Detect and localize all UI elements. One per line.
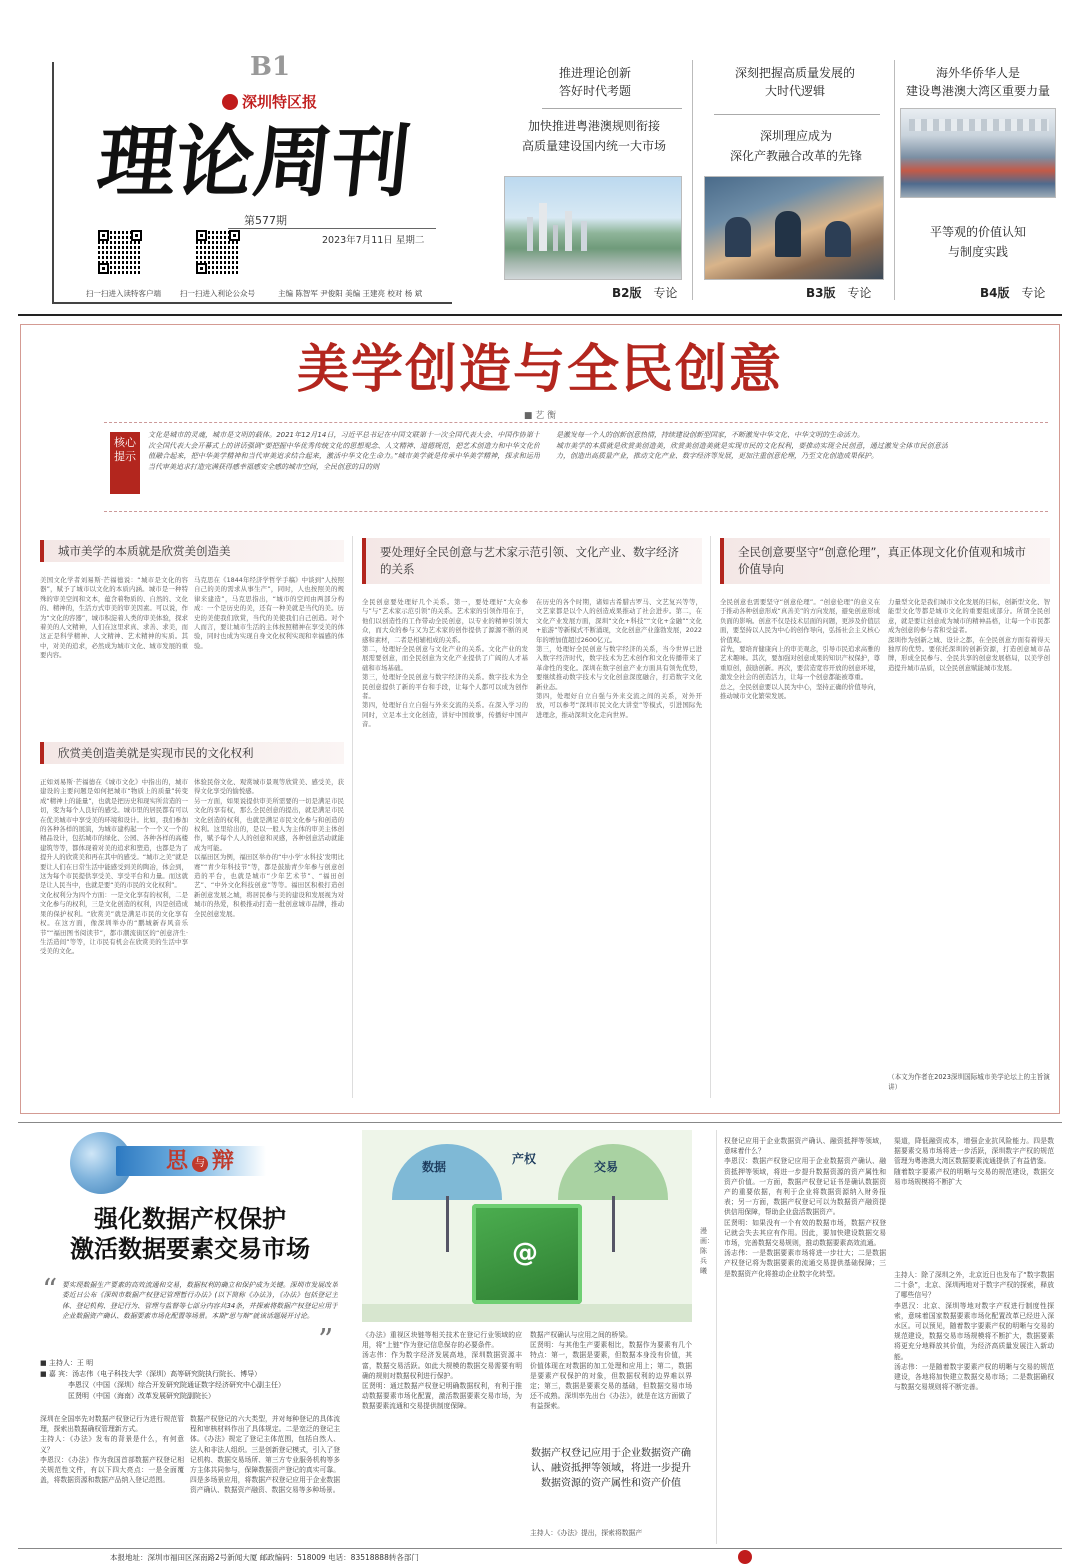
col1-text-2: 正如刘易斯·芒福德在《城市文化》中指出的，城市建设的主要问题是如何把城市“物质上的质量”转变成“精神上的能量”，也就是把历史和现实所营造的一切，变为每个人良好的感受。城市里的居民都有可以在优美城市中享受美的环境和设计。比如，我们参加的各种各样的展演，为城市建构起一个一个又一个的精品设计，包括城市的绿化、公园、各种各样的高楼建筑等等，都体现着对美的追求和塑造，也都是为了提升人的欣赏美和再在其中的感受。“城市之美”就是要让人们在日常生活中能感受到美的陶冶，体会到，这为每个市民提供享受美、享受平台和力量。而这就是让人民当中，也就是要“美的市民的文化权利”。 文化权利分为四个方面：一是文化享有的权利，二是文化参与的权利，三是文化创造的权利，四是创造成果的保护权利。“欣赏美”就是满足市民的文化享有权。在这方面，像深圳举办的“鹏城新春风音乐节”“福田图书阅读节”，都市潮流街区的“创意济生·生活造间”等等，让市民有机会在欣赏美的生活中享受美的文化。 xyxy=(40,778,188,956)
dialogue-guest-1: 汤志伟（电子科技大学（深圳）高等研究院执行院长、博导） xyxy=(72,1370,262,1378)
teaser-b3-title-line-1: 深刻把握高质量发展的 xyxy=(734,66,855,80)
col2-text: 体验民俗文化、观赏城市景观等欣赏美、感受美，获得文化享受的愉悦感。 另一方面，如果说提供审美所需要的一切是满足市民文化的享有权，那么全民创意的提出，就是满足市民文化创造的权利，也就是满足市民文化参与和创造的权利。这里给出的，是以一般人为主体的审美主体创作，赋予每个人人的创意和灵感，各种创意活动就能成为可能。 以福田区为例，福田区举办的“中小学‘水科技’发明比赛”“青少年科技节”等，都是鼓励青少年参与创意创造的平台，也就是城市“少年艺术节”、“福田创艺”、“中外文化科技创意”等等。福田区积极打造创新创意发展之城，将居民参与美的建设和发展视为对城市的热爱，积极推动打造一批创意城市品牌，推动全民创意发展。 xyxy=(194,778,344,918)
dialogue-headline-line-2: 激活数据要素交易市场 xyxy=(70,1235,310,1263)
col3-text: 全民创意要处理好几个关系。第一，要处理好“大众参与”与“艺术家示范引领”的关系。艺术家的引领作用在于，他们以创造性的工作带动全民创意，以专业的精神引领大众，而大众的参与又为艺术家的创作提供了源源不断的灵感和素材，二者是相辅相成的关系。 第二，处理好全民创意与文化产业的关系。文化产业的发展需要创意，而全民创意为文化产业提供了广阔的人才基础和市场基础。 第三，处理好全民创意与数字经济的关系。数字技术为全民创意提供了新的平台和手段，让每个人都可以成为创作者。 第四，处理好自立自强与外来交流的关系。在深入学习的同时，立足本土文化创造，讲好中国故事，传播好中国声音。 xyxy=(362,598,528,729)
teaser-b3-subtitle-line-1: 深圳理应成为 xyxy=(759,129,832,143)
teaser-b2-subtitle-line-2: 高质量建设国内统一大市场 xyxy=(521,139,666,153)
photo-city-skyline xyxy=(504,176,682,280)
issue-date: 2023年7月11日 星期二 xyxy=(322,235,425,246)
teaser-b2-title-line-1: 推进理论创新 xyxy=(558,66,631,80)
cartoon-umbrella-left xyxy=(392,1144,502,1200)
dialogue-text-e: 权登记应用于企业数据资产确认、融资抵押等领域，意味着什么？ 李恩汉：数据产权登记应用于企业数据资产确认、融资抵押等领域，将进一步提升数据资源的资产属性和资产价值。一方面，数据产权登记证书是确认数据资产的重要依据，有利于企业将数据资源纳入财务报表；另一方面，数据产权登记可以为数据资产融资提供信用保障，帮助企业盘活数据资产。 匡贤明：如果没有一个有效的数据市场，数据产权登记就会失去其应有作用。因此，要加快建设数据交易市场，完善数据交易规则，推动数据要素高效流通。 汤志伟：一是数据要素市场将进一步壮大；二是数据产权登记将为数据要素的流通交易提供基础保障；三是数据资产化将推动企业数字化转型。 xyxy=(724,1137,886,1278)
dialogue-badge-ribbon xyxy=(116,1146,266,1176)
dialogue-intro: 要实现数据生产要素的高效流通和交易，数据权利的确立和保护成为关键。深圳市发展改革委近日公布《深圳市数据产权登记管理暂行办法》(以下简称《办法》)，《办法》包括登记主体、登记机构、登记行为、管理与监督等七部分内容共34条，并探索将数据产权登记应用于企业数据资产确认、数据要素市场化配置等场景。本期“思与辩”就该话题展开讨论。 xyxy=(62,1281,338,1320)
teaser-b2-title xyxy=(540,64,650,100)
section-heading-3-text: 要处理好全民创意与艺术家示范引领、文化产业、数字经济的关系 xyxy=(380,545,679,576)
weekly-title: 理论周刊 xyxy=(93,117,415,208)
teaser-b4-page xyxy=(980,284,1045,301)
masthead-rule xyxy=(18,314,1062,316)
summary-label xyxy=(110,432,140,494)
dialogue-text-f: 渠道，降低融资成本，增强企业抗风险能力。四是数据要素交易市场将进一步活跃，深圳数字产权的规范管理为粤港澳大湾区数据要素流通提供了有益借鉴。 随着数字要素产权的明晰与交易的规范建设，数据交易市场规模将不断扩大 xyxy=(894,1137,1054,1186)
dialogue-text-d-tail: 主持人：《办法》提出，探索将数据产 xyxy=(530,1529,643,1537)
teaser-b2-tag: 专论 xyxy=(653,286,678,300)
qr-label-app: 扫一扫进入读特客户端 xyxy=(86,289,161,298)
qr-code-app[interactable] xyxy=(98,230,142,274)
cartoon-at-icon: @ xyxy=(512,1238,538,1268)
cartoon-sign-1: 数据 xyxy=(422,1160,447,1174)
section-heading-2-text: 欣赏美创造美就是实现市民的文化权利 xyxy=(58,746,254,760)
intro-quote-open-icon: “ xyxy=(42,1273,58,1308)
feature-author: ■ 艺 衡 xyxy=(523,411,557,421)
dialogue-badge-char-2: 辩 xyxy=(212,1148,235,1174)
dialogue-participants xyxy=(40,1358,340,1402)
teaser-b4-subtitle-line-1: 平等观的价值认知 xyxy=(929,225,1026,239)
newspaper-logo xyxy=(222,92,334,114)
teaser-b3-subtitle-line-2: 深化产教融合改革的先锋 xyxy=(729,149,862,163)
dialogue-headline-line-1: 强化数据产权保护 xyxy=(94,1205,286,1233)
dialogue-guest-3: 匡贤明（中国（海南）改革发展研究院副院长） xyxy=(68,1392,215,1400)
page-code: B1 xyxy=(250,52,291,82)
editor-credits: 主编 陈智军 尹俊阳 美编 王建亮 校对 杨 斌 xyxy=(278,289,423,298)
teaser-b4-subtitle xyxy=(896,222,1060,262)
col6-note: （本文为作者在2023深圳国际城市美学论坛上的主旨演讲） xyxy=(888,1073,1050,1091)
issue-number: 第577期 xyxy=(244,214,287,227)
section-heading-4-text: 全民创意要坚守“创意伦理”，真正体现文化价值观和城市价值导向 xyxy=(738,545,1026,576)
dialogue-guest-2: 李恩汉（中国（深圳）综合开发研究院通证数字经济研究中心副主任） xyxy=(68,1381,285,1389)
teaser-b3-tag: 专论 xyxy=(847,286,872,300)
teaser-b3-subtitle xyxy=(706,126,886,166)
dialogue-badge-char-mid: 与 xyxy=(192,1156,208,1172)
col5-text: 全民创意也需要坚守“创意伦理”。“创意伦理”的意义在于推动各种创意形成“真善美”的方向发展，避免创意形成负面的影响。创意不仅是技术层面的问题，更涉及价值层面，要坚持以人民为中心的创作导向，弘扬社会主义核心价值观。 首先，要培育健康向上的审美观念，引导市民追求高雅的艺术趣味。其次，要加强对创意成果的知识产权保护，尊重原创，鼓励创新。再次，要营造宽容开放的创意环境，激发全社会的创造活力，让每一个创意都能被尊重。 总之，全民创意要以人民为中心，坚持正确的价值导向，推动城市文化繁荣发展。 xyxy=(720,598,880,701)
dialogue-badge-char-1: 思 xyxy=(166,1148,189,1174)
qr-label-wechat: 扫一扫进入利论公众号 xyxy=(180,289,255,298)
summary-right: 是激发每一个人的创新创意热情，持续建设创新型国家，不断激发中华文化、中华文明的生命活力。 城市美学的本质就是欣赏美创造美，欣赏美创造美就是实现市民的文化权利，要推动实现全民创意，通过激发全体市民创意活力，创造出高质量产业，推动文化产业、数字经济等发展，更加注重创意伦理，乃至文化创造成果保护。 xyxy=(556,431,948,460)
col1-text-b: 马克思在《1844年经济学哲学手稿》中谈到“人按照自己的美的需求从事生产”，同时，人也按照美的规律来建造”，马克思指出，“城市的空间由两部分构成：一个是历史的美，还有一种美就是当代的美。历史的美使我们欣赏，当代的美使我们自己创造。对个人而言，要让城市生活的主体按照精神在享受美的体验，同时也成为实现自身文化权利实现和幸福感的体验。 xyxy=(194,576,344,650)
teaser-b4-page-no: B4版 xyxy=(980,286,1010,300)
newspaper-logo-icon xyxy=(222,94,238,110)
cartoon-illustration xyxy=(362,1130,692,1322)
dialogue-guests-label: ■ 嘉 宾： xyxy=(40,1370,73,1378)
col1-text: 美国文化学者刘易斯·芒福德说：“城市是文化的容器”，赋予了城市以文化的本质内涵。城市是一种特殊的审美空间和文本，蕴含着物质的、自然的、文化的、精神的，生活方式审美的审美因素。可以说，作为“文化的容器”，城市积淀着人类的审美体验，探求着美的人文精神，人们在这里求真、求善、求美，而这正是科学精神、人文精神、艺术精神的实质。其中，对美的追求，必然成为城市文化、城市发展的重要内容。 xyxy=(40,576,188,660)
cartoon-credit: 漫画：陈兵曦 xyxy=(700,1227,714,1275)
teaser-b2-page xyxy=(612,284,677,301)
section-heading-4 xyxy=(720,538,1050,584)
teaser-b3-page-no: B3版 xyxy=(806,286,836,300)
dialogue-text-d: 数据产权确认与应用之间的桥梁。 匡贤明：与其他生产要素相比，数据作为要素有几个特点：第一，数据是要素，但数据本身没有价值，其价值体现在对数据的加工处理和应用上；第二，数据是要素产权保护的对象，但数据权利的边界难以界定；第三，数据是要素交易的基础，但数据交易市场还不成熟。深圳率先出台《办法》，就是在这方面做了有益探索。 xyxy=(530,1331,692,1411)
dialogue-host: ■ 主持人：王 明 xyxy=(40,1359,94,1367)
dialogue-headline xyxy=(40,1204,340,1264)
teaser-b2-page-no: B2版 xyxy=(612,286,642,300)
section-heading-3 xyxy=(362,538,702,584)
col6-text: 力量型文化是我们城市文化发展的目标，创新型文化、智能型文化等都是城市文化的重要组成部分。所谓全民创意，就是要让创意成为城市的精神品格，让每一个市民都成为创意的参与者和受益者。 深圳作为创新之城、设计之都，在全民创意方面有着得天独厚的优势。要依托深圳的创新资源，打造创意城市品牌，形成全民参与、全民共享的创意发展格局，以美学创造提升城市品质，以全民创意赋能城市发展。 xyxy=(888,598,1050,672)
footer-address: 本报地址：深圳市福田区深南路2号新闻大厦 邮政编码：518009 电话：83518888转各部门 xyxy=(110,1553,419,1562)
dialogue-badge xyxy=(70,1130,270,1196)
dialogue-text-f2: 主持人：除了深圳之外，北京近日也发布了“数字数据二十条”，北京、深圳两地对于数字产权的探索，释放了哪些信号？ 李恩汉：北京、深圳等地对数字产权进行制度性探索，意味着国家数据要素市场化配置改革已经进入深水区。可以预见，随着数字要素产权的明晰与交易的规范建设，数据交易市场规模将不断扩大，数据要素将更充分地释放其价值，为经济高质量发展注入新动能。 汤志伟：一是随着数字要素产权的明晰与交易的规范建设，各地将加快建立数据交易市场；二是数据确权与数据交易规则将不断完善。 xyxy=(894,1271,1054,1392)
teaser-b2-title-line-2: 答好时代考题 xyxy=(558,84,631,98)
teaser-b2-subtitle-line-1: 加快推进粤港澳规则衔接 xyxy=(527,119,660,133)
col4-text: 在历史的各个时期，诸如古希腊古罗马、文艺复兴等等，文艺家都是以个人的创造成果推动了社会进步。第二，在文化产业发展方面，深圳“文化+科技”“文化+金融”“文化+旅游”等新模式不断涌现，文化创意产业蓬勃发展，2022年的增加值超过2600亿元。 第三，处理好全民创意与数字经济的关系，当今世界已进入数字经济时代，数字技术为艺术创作和文化传播带来了革命性的变化。深圳在数字创意产业方面具有领先优势，要继续推动数字技术与文化创意深度融合，打造数字文化新业态。 第四，处理好自立自强与外来交流之间的关系，对外开放，可以参考“深圳市民文化大讲堂”等模式，引进国际先进理念，推动深圳文化走向世界。 xyxy=(536,598,702,719)
teaser-b4-tag: 专论 xyxy=(1021,286,1046,300)
teaser-b4-title-line-1: 海外华侨华人是 xyxy=(935,66,1020,80)
teaser-b2-subtitle xyxy=(506,116,682,156)
qr-code-wechat[interactable] xyxy=(196,230,240,274)
summary-left: 文化是城市的灵魂，城市是文明的载体。2021年12月14日，习近平总书记在中国文联第十一次全国代表大会、中国作协第十次全国代表大会开幕式上的讲话强调“要把握中华优秀传统文化的思想观念、人文精神、道德规范，把艺术创造力和中华文化价值融合起来，把中华美学精神和当代审美追求结合起来，激活中华文化生命力。”城市美学就是传承中华美学精神，探求和运用当代审美追求打造完满获得感幸福感安全感的城市空间，全民创意的目的则 xyxy=(148,431,540,471)
summary-label-line-1: 核心 xyxy=(114,436,136,449)
cartoon-sign-3: 交易 xyxy=(594,1160,619,1174)
dialogue-subhead: 数据产权登记应用于企业数据资产确认、融资抵押等领域，将进一步提升数据资源的资产属性和资产价值 xyxy=(531,1448,691,1489)
teaser-b4-title-line-2: 建设粤港澳大湾区重要力量 xyxy=(905,84,1050,98)
section-heading-2 xyxy=(40,742,344,764)
teaser-b3-title xyxy=(712,64,878,100)
summary-label-line-2: 提示 xyxy=(114,450,136,463)
dialogue-text-b: 数据产权登记的六大类型，并对每种登记的具体流程和审核材料作出了具体规定。二是宽泛的登记主体。《办法》规定了登记主体范围，包括自然人、法人和非法人组织。三是创新登记模式，引入了登记机构、数据交易场所、第三方专业服务机构等多方主体共同参与，保障数据资产登记的真实可靠。四是多场景应用，将数据产权登记应用于企业数据资产确认、数据资产融资、数据交易等多种场景。 xyxy=(190,1415,340,1495)
teaser-b3-title-line-2: 大时代逻辑 xyxy=(764,84,825,98)
teaser-b3-page xyxy=(806,284,871,301)
teaser-b4-title xyxy=(896,64,1060,100)
section-heading-1 xyxy=(40,540,344,562)
photo-expo-hall xyxy=(900,108,1056,198)
dialogue-text-c: 《办法》重视区块链等相关技术在登记行业领域的应用，将“上链”作为登记信息保存的必要条件。 汤志伟：作为数字经济发展高地，深圳数据资源丰富，数据交易活跃。如此大规模的数据交易需要有明确的规则对数据权利进行保护。 匡贤明：通过数据产权登记明确数据权利，有利于推动数据要素市场化配置，激活数据要素交易市场，为数据要素流通和交易提供制度保障。 xyxy=(362,1331,522,1411)
photo-classroom xyxy=(704,176,884,280)
newspaper-name: 深圳特区报 xyxy=(242,93,318,111)
teaser-b4-subtitle-line-2: 与制度实践 xyxy=(947,245,1008,259)
cartoon-sign-2: 产权 xyxy=(512,1152,537,1166)
footer-logo-icon xyxy=(738,1550,752,1564)
intro-quote-close-icon: ” xyxy=(318,1323,334,1358)
dialogue-text-a: 深圳在全国率先对数据产权登记行为进行规范管理，探索出数据确权管理新方式。 主持人：《办法》发布的背景是什么，有何意义？ 李恩汉：《办法》作为我国首部数据产权登记相关规范性文件，有以下四大亮点：一是全面覆盖，将数据资源和数据产品纳入登记范围。 xyxy=(40,1415,184,1485)
feature-headline: 美学创造与全民创意 xyxy=(296,339,783,400)
section-heading-1-text: 城市美学的本质就是欣赏美创造美 xyxy=(58,544,231,558)
